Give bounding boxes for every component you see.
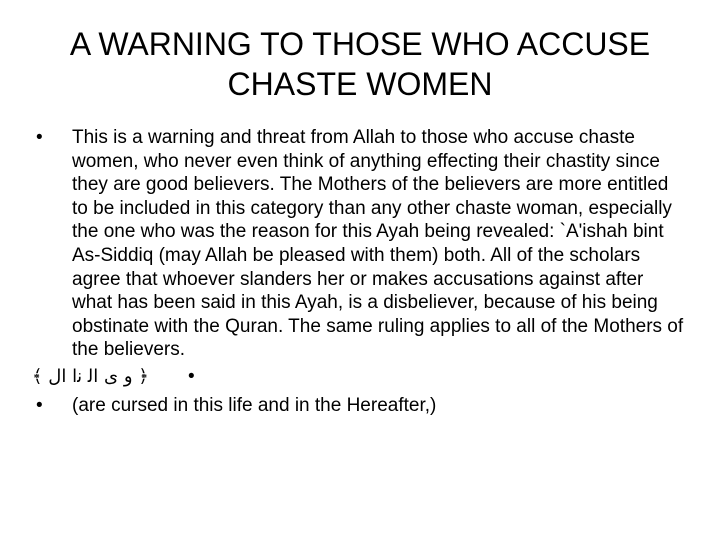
slide-title: A WARNING TO THOSE WHO ACCUSE CHASTE WOMEN bbox=[69, 26, 651, 102]
arabic-verse-text: ﴿ ﻭ ﻯ ﺍﻟ ﻧﺍ ﺍﻝ ﴾ bbox=[32, 365, 149, 387]
bullet-marker: • bbox=[188, 365, 195, 387]
bullet-marker: • bbox=[36, 394, 43, 416]
bullet-marker: • bbox=[36, 127, 43, 148]
bullet-text: This is a warning and threat from Allah to those who accuse chaste women, who never even think of anything effecting their chastity since they are good believers. The Mothers of the believers are more entitled to be included in this category than any other chaste woman, especially the one who was the reason for this Ayah being revealed: `A'ishah bint As-Siddiq (may Allah be pleased with them) both. All of the scholars agree that whoever slanders her or makes accusations against after what has been said in this Ayah, is a disbeliever, because of his being obstinate with the Quran. The same ruling applies to all of the Mothers of the believers. bbox=[72, 127, 684, 361]
bullet-text: (are cursed in this life and in the Hereafter,) bbox=[72, 394, 437, 416]
bullet-item-3 bbox=[36, 394, 686, 418]
bullet-item-1 bbox=[36, 126, 686, 362]
bullet-item-2 bbox=[32, 364, 686, 390]
bullet-list bbox=[32, 126, 686, 420]
